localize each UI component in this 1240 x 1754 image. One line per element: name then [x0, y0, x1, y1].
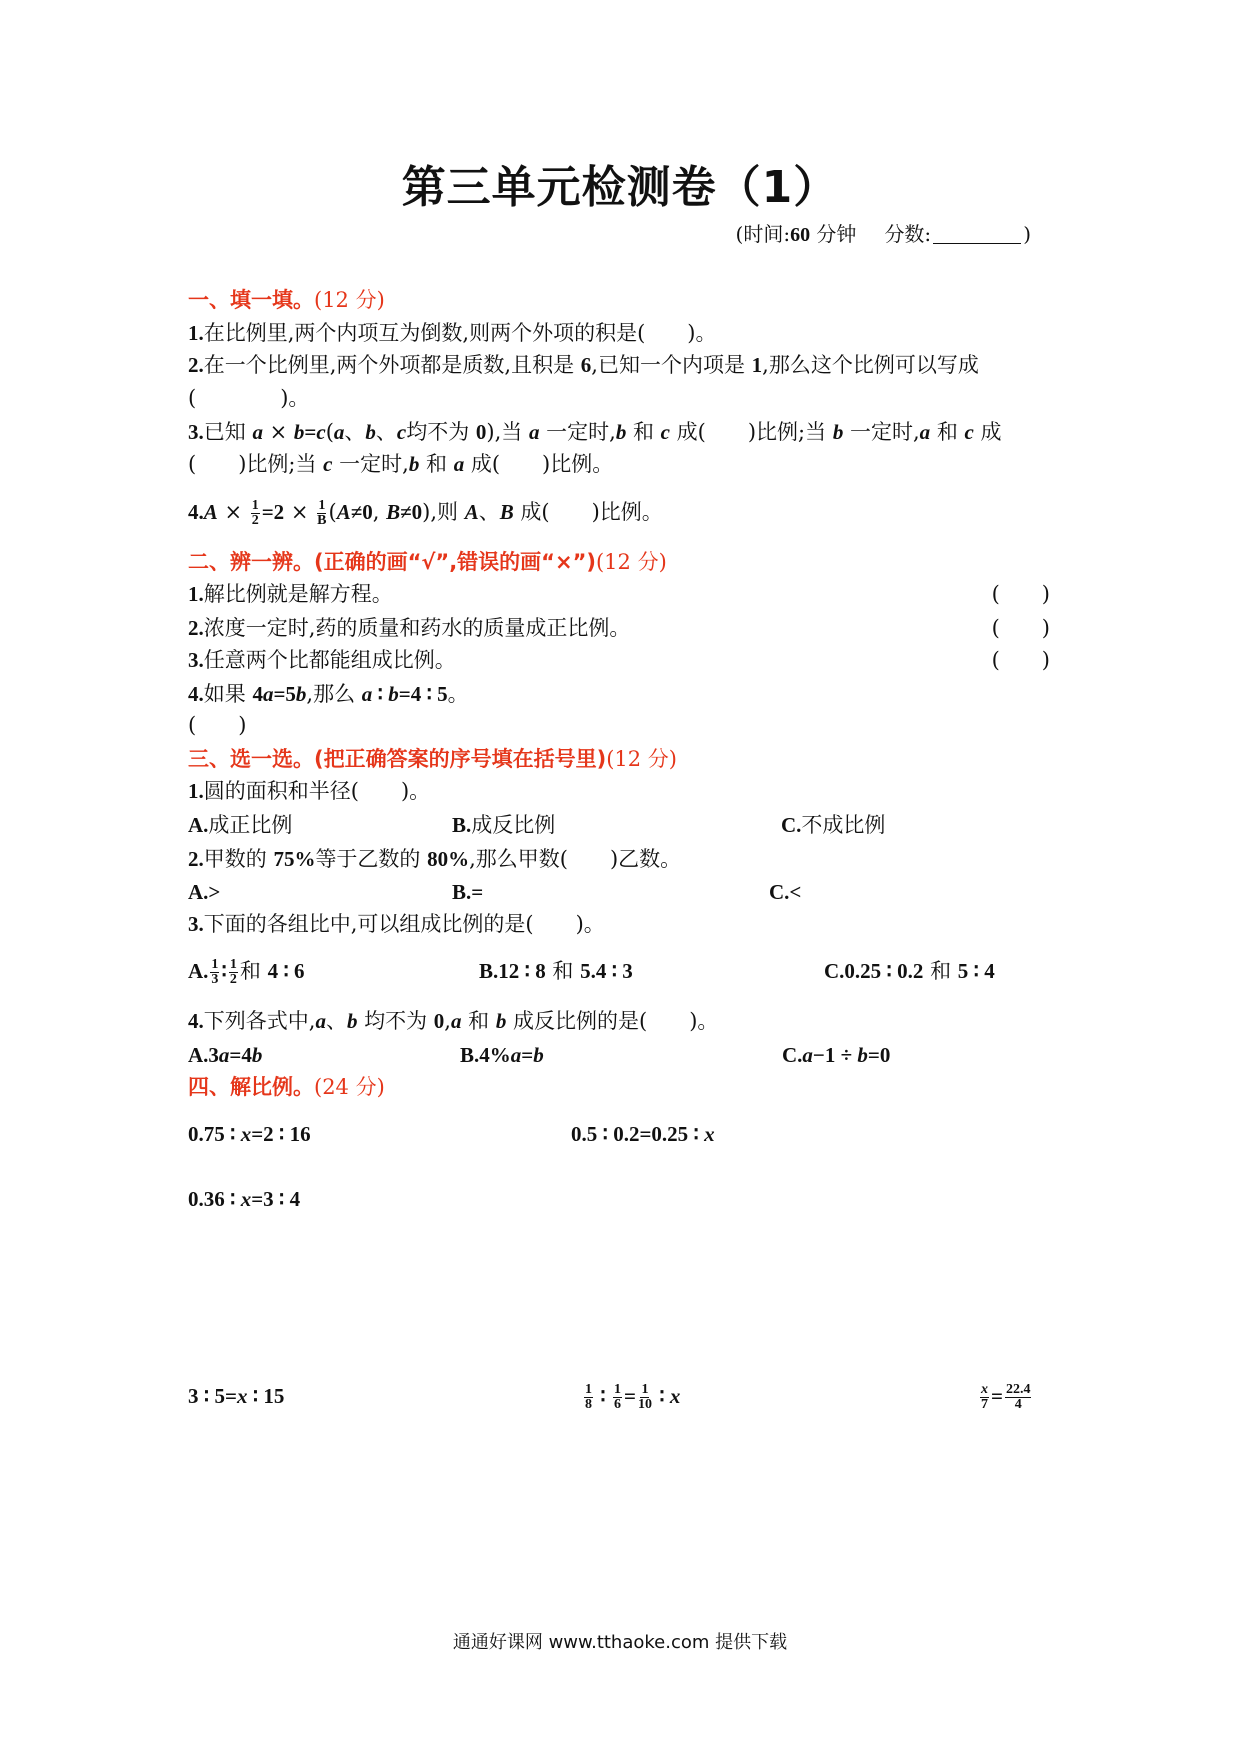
fraction-denominator: 2 — [229, 972, 237, 987]
number-run: 3 ∶ 5= — [188, 1384, 237, 1408]
number-run: 2. — [188, 847, 204, 871]
text-run: 在一个比例里,两个外项都是质数,且积是 — [203, 353, 581, 377]
number-run: 3. — [188, 420, 204, 444]
variable: c — [316, 420, 326, 444]
variable: a — [510, 1043, 522, 1067]
number-run: 3. — [188, 648, 204, 672]
variable: A — [336, 500, 351, 524]
text-run: 、 — [325, 1009, 347, 1033]
score-label: 分数: — [884, 222, 932, 246]
part2-answer-blank-1: ( ) — [991, 582, 1050, 606]
text-run: 浓度一定时,药的质量和药水的质量成正比例。 — [203, 616, 631, 640]
number-run: A. — [188, 813, 209, 837]
number-run: ∶ — [595, 1384, 611, 1408]
fraction-numerator: 1 — [613, 1382, 621, 1397]
text-run: 一定时, — [843, 420, 920, 444]
variable: a — [453, 452, 465, 476]
exam-meta — [736, 218, 1031, 250]
part2-question-2 — [188, 612, 630, 644]
part3-q2-option-b — [452, 876, 483, 908]
part3-q3-option-b — [479, 955, 633, 987]
number-run: 2. — [188, 353, 204, 377]
part3-question-1 — [188, 775, 430, 807]
fraction-denominator: 8 — [585, 1397, 592, 1412]
number-run: = — [521, 1043, 534, 1067]
text-run: 一定时, — [332, 452, 409, 476]
number-run: 5.4 ∶ 3 — [580, 959, 633, 983]
footer-source: 通通好课网 www.tthaoke.com 提供下载 — [452, 1632, 788, 1653]
section-title: 三、选一选。(把正确答案的序号填在括号里) — [188, 747, 607, 771]
variable: b — [365, 420, 376, 444]
part3-question-3 — [188, 908, 605, 940]
part3-heading — [188, 743, 677, 775]
variable: a — [919, 420, 931, 444]
exam-title: 第三单元检测卷（1） — [401, 162, 839, 213]
number-run: =5 — [273, 682, 296, 706]
part3-q3-option-c — [824, 955, 995, 987]
text-run: 成( )比例。 — [513, 500, 663, 524]
fraction-numerator: 1 — [641, 1382, 649, 1397]
close-paren: ) — [1023, 222, 1031, 246]
text-run: 和 — [930, 420, 965, 444]
number-run: 80% — [427, 847, 470, 871]
text-run: 成反比例的是( )。 — [506, 1009, 719, 1033]
section-score: (12 分) — [606, 747, 677, 771]
part3-question-4 — [188, 1005, 718, 1037]
part2-question-3 — [188, 644, 456, 676]
variable: a — [361, 682, 373, 706]
number-run: 5 ∶ 4 — [957, 959, 995, 983]
section-score: (12 分) — [314, 288, 385, 312]
text-run: 圆的面积和半径( )。 — [203, 779, 431, 803]
time-value: 60 — [790, 224, 811, 246]
part4-problem-1 — [188, 1118, 311, 1150]
number-run: 0 — [475, 420, 487, 444]
variable: x — [240, 1122, 252, 1146]
number-run: ∶ — [653, 1384, 670, 1408]
part4-problem-3 — [188, 1183, 300, 1215]
variable: x — [236, 1384, 248, 1408]
text-run: 成正比例 — [208, 813, 293, 837]
number-run: 0.75 ∶ — [188, 1122, 241, 1146]
text-run: 、 — [344, 420, 366, 444]
section-title: 一、填一填。 — [188, 288, 314, 312]
section-title: 四、解比例。 — [188, 1075, 314, 1099]
fraction — [251, 499, 260, 528]
text-run: 下面的各组比中,可以组成比例的是( )。 — [203, 912, 605, 936]
number-run: A.> — [188, 880, 221, 904]
variable: b — [857, 1043, 868, 1067]
variable: a — [333, 420, 345, 444]
variable: A — [203, 500, 218, 524]
text-run: ,那么 — [306, 682, 362, 706]
text-run: 和 — [545, 959, 581, 983]
variable: x — [669, 1384, 681, 1408]
part2-question-1 — [188, 578, 393, 610]
fraction-denominator: 6 — [613, 1397, 621, 1412]
text-run: 和 — [239, 959, 268, 983]
part2-answer-blank-3: ( ) — [991, 648, 1050, 672]
fraction-denominator: 2 — [251, 513, 259, 528]
text-run: 均不为 — [406, 420, 476, 444]
number-run: ∶ 15 — [247, 1384, 285, 1408]
text-run: × — [217, 500, 249, 524]
number-run: C. — [781, 813, 802, 837]
number-run: 4. — [188, 682, 204, 706]
number-run: = — [623, 1384, 636, 1408]
text-run: ),则 — [422, 500, 465, 524]
section-title: 二、辨一辨。(正确的画“√”,错误的画“×”) — [188, 550, 596, 574]
number-run: C.< — [769, 880, 802, 904]
variable: b — [533, 1043, 544, 1067]
section-score: (12 分) — [595, 550, 667, 574]
variable: b — [251, 1043, 263, 1067]
text-run: ,已知一个内项是 — [591, 353, 752, 377]
number-run: ∶ — [221, 959, 227, 983]
number-run: = — [304, 420, 317, 444]
part4-problem-4 — [188, 1380, 284, 1412]
number-run: =3 ∶ 4 — [251, 1187, 301, 1211]
text-run: , — [444, 1009, 451, 1033]
number-run: C.0.25 ∶ 0.2 — [824, 959, 924, 983]
variable: b — [388, 682, 399, 706]
text-run: 。 — [447, 682, 469, 706]
text-run: 任意两个比都能组成比例。 — [203, 648, 456, 672]
part4-problem-6 — [978, 1380, 1033, 1412]
variable: B — [499, 500, 514, 524]
text-run: × — [262, 420, 294, 444]
variable: b — [408, 452, 420, 476]
text-run: 和 — [419, 452, 454, 476]
fraction — [980, 1383, 989, 1412]
part2-heading — [188, 546, 667, 578]
variable: a — [315, 1009, 326, 1033]
text-run: 和 — [626, 420, 661, 444]
variable: b — [346, 1009, 358, 1033]
number-run: =2 — [261, 500, 285, 524]
fraction — [317, 499, 326, 528]
number-run: A. — [188, 959, 209, 983]
text-run: × — [284, 500, 316, 524]
number-run: 4 — [252, 682, 263, 706]
time-unit: 分钟 — [810, 222, 857, 246]
section-score: (24 分) — [314, 1075, 385, 1099]
part3-q4-option-c — [782, 1039, 890, 1071]
variable: a — [218, 1043, 230, 1067]
number-run: 1 — [751, 353, 763, 377]
text-run: 在比例里,两个内项互为倒数,则两个外项的积是( )。 — [203, 321, 717, 345]
text-run: 、 — [375, 420, 397, 444]
text-run: 一定时, — [539, 420, 616, 444]
fraction-numerator: 1 — [318, 498, 326, 513]
variable: a — [528, 420, 540, 444]
part2-question-4 — [188, 678, 469, 710]
variable: c — [660, 420, 670, 444]
number-run: 3. — [188, 912, 204, 936]
variable: b — [495, 1009, 507, 1033]
part1-question-3 — [188, 416, 1002, 448]
fraction-numerator: 1 — [211, 957, 219, 972]
text-run: 甲数的 — [203, 847, 274, 871]
variable: b — [615, 420, 627, 444]
text-run: ( )比例;当 — [188, 452, 324, 476]
variable: B — [386, 500, 401, 524]
fraction-denominator: 4 — [1014, 1397, 1022, 1412]
text-run: ),当 — [486, 420, 529, 444]
number-run: 0 — [433, 1009, 445, 1033]
number-run: =4 ∶ 5 — [398, 682, 448, 706]
text-run: 等于乙数的 — [315, 847, 428, 871]
text-run: 下列各式中, — [203, 1009, 316, 1033]
part1-question-1 — [188, 317, 716, 349]
fraction-numerator: x — [981, 1382, 988, 1397]
number-run: B.4% — [460, 1043, 511, 1067]
score-blank — [933, 222, 1021, 244]
number-run: 4. — [188, 500, 204, 524]
part4-problem-2 — [571, 1118, 715, 1150]
number-run: 1. — [188, 582, 204, 606]
number-run: 1. — [188, 321, 204, 345]
text-run: 不成比例 — [801, 813, 886, 837]
text-run: 成( )比例;当 — [670, 420, 833, 444]
part3-q4-option-b — [460, 1039, 544, 1071]
part2-answer-blank-4: ( ) — [188, 713, 247, 737]
variable: a — [252, 420, 263, 444]
fraction — [210, 958, 219, 987]
number-run: = — [991, 1384, 1003, 1408]
fraction-numerator: 1 — [585, 1382, 592, 1397]
number-run: =0 — [867, 1043, 891, 1067]
variable: A — [464, 500, 479, 524]
number-run: B.12 ∶ 8 — [479, 959, 546, 983]
variable: b — [832, 420, 844, 444]
text-run: 成反比例 — [471, 813, 556, 837]
number-run: 75% — [273, 847, 316, 871]
text-run: ( )。 — [188, 386, 310, 410]
text-run: 和 — [923, 959, 958, 983]
part3-q4-option-a — [188, 1039, 262, 1071]
variable: a — [262, 682, 274, 706]
fraction — [638, 1383, 652, 1412]
fraction — [229, 958, 238, 987]
number-run: 1. — [188, 779, 204, 803]
fraction — [584, 1383, 593, 1412]
fraction-numerator: 1 — [251, 498, 259, 513]
number-run: 0.5 ∶ 0.2=0.25 ∶ — [571, 1122, 705, 1146]
fraction-numerator: 1 — [229, 957, 237, 972]
variable: x — [704, 1122, 715, 1146]
part3-q1-option-b — [452, 809, 555, 841]
number-run: 2. — [188, 616, 204, 640]
text-run: 、 — [478, 500, 500, 524]
fraction-denominator: 10 — [637, 1397, 652, 1412]
number-run: 0.36 ∶ — [188, 1187, 241, 1211]
text-run: 成( )比例。 — [464, 452, 614, 476]
fraction-denominator: 3 — [211, 972, 219, 987]
text-run: 均不为 — [357, 1009, 434, 1033]
part2-answer-blank-2: ( ) — [991, 616, 1050, 640]
number-run: ≠0 — [400, 500, 423, 524]
number-run: 4. — [188, 1009, 204, 1033]
text-run: ( — [325, 420, 334, 444]
part3-question-2 — [188, 843, 681, 875]
text-run: 解比例就是解方程。 — [203, 582, 393, 606]
time-label: (时间: — [735, 222, 791, 246]
part3-q1-option-c — [781, 809, 885, 841]
part4-heading — [188, 1071, 385, 1103]
number-run: C. — [782, 1043, 803, 1067]
fraction-numerator: 22.4 — [1005, 1382, 1031, 1397]
variable: c — [323, 452, 333, 476]
part1-question-2 — [188, 349, 979, 381]
text-run: ( — [328, 500, 337, 524]
number-run: =4 — [229, 1043, 252, 1067]
number-run: ∶ — [372, 682, 389, 706]
part1-question-2-continued — [188, 382, 309, 414]
number-run: A.3 — [188, 1043, 219, 1067]
fraction — [1005, 1383, 1032, 1412]
text-run: 成 — [973, 420, 1002, 444]
number-run: −1 ÷ — [812, 1043, 858, 1067]
text-run: ,那么这个比例可以写成 — [762, 353, 979, 377]
part1-heading — [188, 284, 385, 316]
number-run: =2 ∶ 16 — [251, 1122, 311, 1146]
text-run: 已知 — [203, 420, 253, 444]
part1-question-3-continued — [188, 448, 613, 480]
fraction-denominator: B — [317, 513, 327, 528]
variable: b — [293, 420, 305, 444]
fraction-denominator: 7 — [981, 1397, 988, 1412]
number-run: 6 — [580, 353, 592, 377]
variable: b — [295, 682, 307, 706]
variable: a — [450, 1009, 462, 1033]
text-run: 和 — [461, 1009, 496, 1033]
variable: c — [396, 420, 407, 444]
text-run: 如果 — [203, 682, 253, 706]
number-run: B. — [452, 813, 472, 837]
variable: a — [802, 1043, 813, 1067]
number-run: 4 ∶ 6 — [267, 959, 305, 983]
variable: x — [240, 1187, 252, 1211]
number-run: ≠0 — [350, 500, 373, 524]
fraction — [613, 1383, 622, 1412]
part1-question-4 — [188, 496, 663, 528]
part3-q3-option-a — [188, 955, 305, 987]
variable: c — [964, 420, 974, 444]
part3-q2-option-c — [769, 876, 801, 908]
part3-q1-option-a — [188, 809, 292, 841]
part3-q2-option-a — [188, 876, 220, 908]
number-run: B.= — [452, 880, 484, 904]
text-run: ,那么甲数( )乙数。 — [469, 847, 682, 871]
text-run: , — [372, 500, 387, 524]
part4-problem-5 — [582, 1380, 680, 1412]
